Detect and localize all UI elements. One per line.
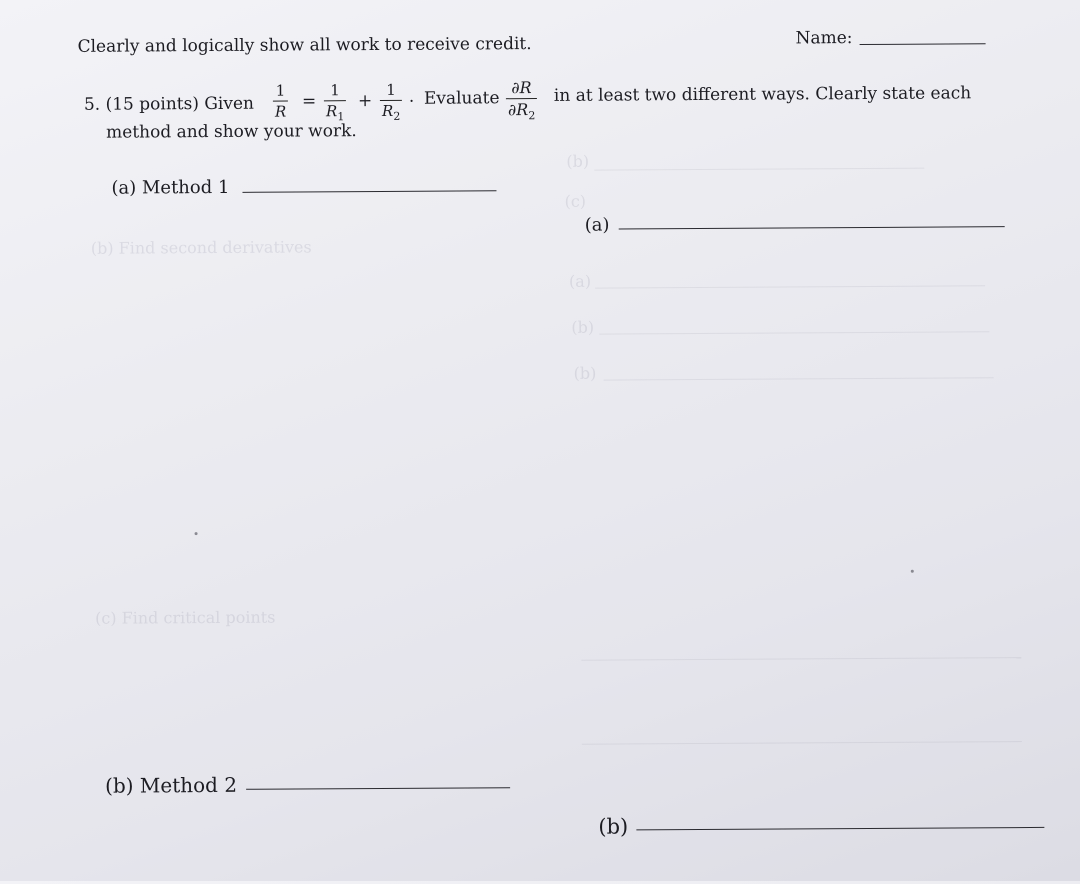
part-a-blank-line[interactable] — [242, 190, 496, 193]
bleed-through-line — [604, 377, 994, 380]
answer-a-blank-line[interactable] — [619, 226, 1005, 229]
answer-b-label: (b) — [598, 814, 629, 839]
bleed-through-mark: (b) — [571, 317, 595, 337]
bleed-through-mark: (b) — [566, 151, 590, 171]
fraction-numerator: 1 — [275, 81, 286, 100]
fraction-term2 — [380, 81, 403, 123]
fraction-denominator: $\partial R_2$ — [507, 100, 536, 123]
fraction-term1 — [324, 81, 347, 123]
bleed-through-line — [599, 331, 989, 334]
stray-mark — [911, 570, 914, 573]
bleed-through-line — [582, 741, 1022, 745]
stray-mark — [195, 532, 198, 535]
answer-a-label: (a) — [584, 214, 610, 236]
period: . — [408, 86, 415, 107]
fraction-bar — [380, 100, 402, 101]
fraction-numerator: 1 — [330, 81, 340, 100]
part-b-blank-line[interactable] — [246, 787, 510, 790]
fraction-bar — [273, 101, 288, 102]
part-a-label: (a) Method 1 — [111, 176, 230, 199]
fraction-partial-derivative — [506, 78, 538, 122]
problem-continuation: in at least two different ways. Clearly state each — [553, 83, 972, 106]
fraction-denominator: $R_1$ — [325, 102, 345, 124]
fraction-numerator: ∂R — [511, 78, 532, 98]
name-blank-line[interactable] — [860, 43, 986, 45]
bleed-through-text: (c) Find critical points — [95, 607, 276, 628]
fraction-bar — [506, 98, 537, 99]
bleed-through-line — [595, 285, 985, 288]
fraction-numerator: 1 — [386, 80, 396, 99]
fraction-bar — [324, 100, 346, 101]
part-b-label: (b) Method 2 — [105, 772, 238, 798]
bleed-through-mark: (c) — [564, 191, 587, 211]
evaluate-text: Evaluate — [423, 88, 500, 109]
instructions-text: Clearly and logically show all work to receive credit. — [77, 34, 532, 57]
bleed-through-mark: (b) — [573, 363, 597, 383]
name-label: Name: — [795, 28, 853, 49]
bleed-through-line — [581, 657, 1021, 661]
fraction-denominator: $R_2$ — [381, 101, 401, 123]
answer-b-blank-line[interactable] — [636, 827, 1044, 830]
fraction-denominator: R — [274, 102, 287, 121]
problem-number-points: 5. (15 points) Given — [83, 93, 255, 115]
fraction-lhs — [273, 82, 289, 121]
bleed-through-text: (b) Find second derivatives — [90, 237, 312, 258]
bleed-through-line — [594, 168, 924, 171]
bleed-through-mark: (a) — [568, 271, 592, 291]
equals-sign: = — [301, 91, 317, 112]
plus-sign: + — [357, 91, 373, 112]
problem-line-2: method and show your work. — [106, 121, 357, 143]
